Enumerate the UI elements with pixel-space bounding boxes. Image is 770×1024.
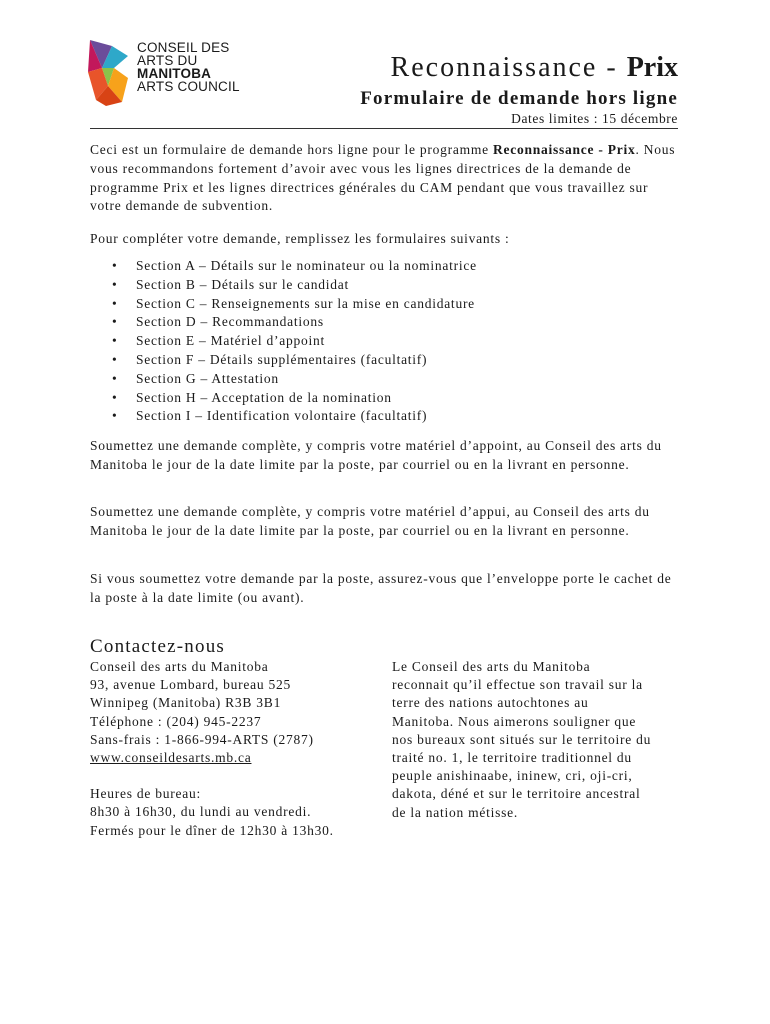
list-item: • Section B – Détails sur le candidat bbox=[112, 276, 672, 295]
deadline-text: Dates limites : 15 décembre bbox=[511, 111, 678, 126]
intro-part-2: . Nous vous recommandons fortement d’avoir avec vous les lignes directrices de la demande de programme Prix et les lignes directrices générales du CAM pendant que vous travaillez sur votre demande de subvention. bbox=[90, 142, 676, 214]
logo-line-4: ARTS COUNCIL bbox=[137, 79, 240, 94]
contact-tollfree: Sans-frais : 1-866-994-ARTS (2787) bbox=[90, 731, 314, 747]
list-item: • Section H – Acceptation de la nomination bbox=[112, 389, 672, 408]
acknowledgement-line: dakota, déné et sur le territoire ancestral bbox=[392, 786, 641, 802]
contact-org: Conseil des arts du Manitoba bbox=[90, 659, 269, 674]
manitoba-arts-council-logo bbox=[88, 38, 248, 108]
acknowledgement-line: terre des nations autochtones au bbox=[392, 695, 589, 711]
logo-line-1: CONSEIL DES bbox=[137, 40, 230, 55]
acknowledgement-line: traité no. 1, le territoire traditionnel du bbox=[392, 750, 632, 766]
acknowledgement-line: nos bureaux sont situés sur le territoire du bbox=[392, 731, 652, 747]
hours-text: 8h30 à 16h30, du lundi au vendredi. bbox=[90, 804, 312, 820]
list-item: • Section I – Identification volontaire (facultatif) bbox=[112, 407, 672, 426]
contact-address-1: 93, avenue Lombard, bureau 525 bbox=[90, 677, 291, 693]
acknowledgement-line: peuple anishinaabe, ininew, cri, oji-cri, bbox=[392, 768, 633, 784]
land-acknowledgement bbox=[392, 658, 682, 822]
intro-program-name: Reconnaissance - Prix bbox=[493, 142, 636, 157]
list-item: • Section A – Détails sur le nominateur ou la nominatrice bbox=[112, 257, 672, 276]
contact-phone: Téléphone : (204) 945-2237 bbox=[90, 713, 262, 729]
intro-paragraph bbox=[90, 141, 680, 216]
hours-label: Heures de bureau: bbox=[90, 786, 201, 802]
logo-line-3: MANITOBA bbox=[137, 66, 212, 81]
spacer bbox=[90, 767, 380, 785]
acknowledgement-line: reconnait qu’il effectue son travail sur la bbox=[392, 677, 643, 693]
intro-part-1: Ceci est un formulaire de demande hors ligne pour le programme bbox=[90, 142, 494, 157]
submission-paragraph-1: Soumettez une demande complète, y compris votre matériel d’appoint, au Conseil des arts du Manitoba le jour de la date limite par la poste, par courriel ou en la livrant en personne. bbox=[90, 438, 662, 472]
list-item: • Section G – Attestation bbox=[112, 370, 672, 389]
list-item: • Section E – Matériel d’appoint bbox=[112, 332, 672, 351]
page-title bbox=[391, 52, 678, 84]
lunch-text: Fermés pour le dîner de 12h30 à 13h30. bbox=[90, 822, 334, 838]
submission-paragraph-2: Soumettez une demande complète, y compris votre matériel d’appui, au Conseil des arts du Manitoba le jour de la date limite par la poste, par courriel ou en la livrant en personne. bbox=[90, 504, 650, 538]
postmark-paragraph: Si vous soumettez votre demande par la poste, assurez-vous que l’enveloppe porte le cachet de la poste à la date limite (ou avant). bbox=[90, 571, 672, 605]
contact-address-2: Winnipeg (Manitoba) R3B 3B1 bbox=[90, 695, 282, 711]
list-item: • Section F – Détails supplémentaires (facultatif) bbox=[112, 351, 672, 370]
logo-wordmark bbox=[137, 41, 240, 93]
acknowledgement-line: de la nation métisse. bbox=[392, 804, 518, 820]
contact-heading: Contactez-nous bbox=[90, 636, 225, 657]
section-list bbox=[112, 257, 672, 426]
website-link[interactable]: www.conseildesarts.mb.ca bbox=[90, 750, 252, 766]
logo-line-2: ARTS DU bbox=[137, 53, 198, 68]
list-item: • Section D – Recommandations bbox=[112, 313, 672, 332]
list-item: • Section C – Renseignements sur la mise en candidature bbox=[112, 295, 672, 314]
list-intro: Pour compléter votre demande, remplissez les formulaires suivants : bbox=[90, 231, 510, 246]
logo-mark-icon bbox=[88, 38, 136, 108]
acknowledgement-line: Le Conseil des arts du Manitoba bbox=[392, 659, 591, 674]
acknowledgement-line: Manitoba. Nous aimerons souligner que bbox=[392, 713, 637, 729]
contact-details bbox=[90, 658, 380, 840]
title-bold: Prix bbox=[626, 52, 678, 83]
header-divider bbox=[90, 128, 678, 129]
title-regular: Reconnaissance - bbox=[390, 52, 627, 83]
page-subtitle: Formulaire de demande hors ligne bbox=[360, 88, 678, 109]
